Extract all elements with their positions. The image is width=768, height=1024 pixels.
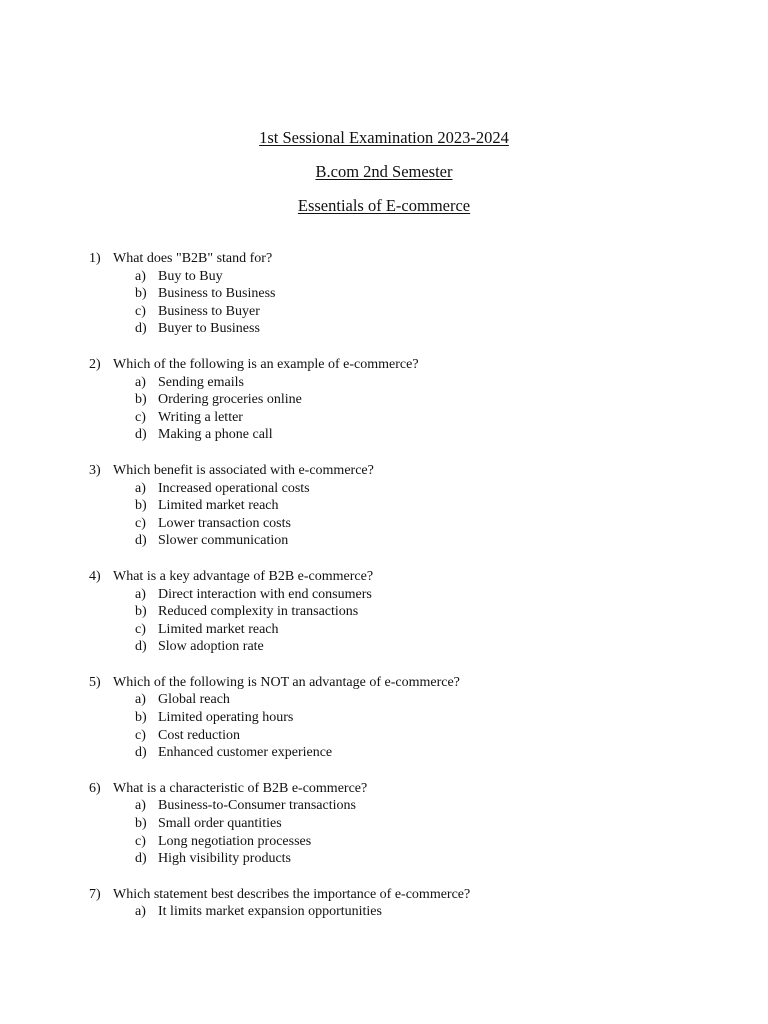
option-item	[135, 586, 729, 604]
option-item	[135, 426, 729, 444]
option-item	[135, 285, 729, 303]
question-text: Which statement best describes the importance of e-commerce?	[113, 886, 471, 902]
option-letter: a)	[135, 268, 146, 284]
option-letter: b)	[135, 816, 147, 832]
question-text: Which benefit is associated with e-commerce?	[113, 462, 374, 478]
option-letter: c)	[135, 833, 146, 849]
option-letter: a)	[135, 798, 146, 814]
option-item	[135, 391, 729, 409]
option-letter: b)	[135, 498, 147, 514]
question-6	[89, 780, 729, 868]
option-item	[135, 815, 729, 833]
option-item	[135, 744, 729, 762]
question-text: What does "B2B" stand for?	[113, 251, 273, 266]
question-stem	[89, 250, 729, 268]
question-number: 6)	[89, 780, 101, 796]
option-text: Enhanced customer experience	[158, 745, 333, 761]
option-item	[135, 374, 729, 392]
option-item	[135, 515, 729, 533]
option-letter: a)	[135, 374, 146, 390]
option-text: Buyer to Business	[158, 321, 260, 337]
option-text: Slow adoption rate	[158, 639, 264, 655]
option-text: Limited market reach	[158, 498, 279, 514]
question-stem	[89, 356, 729, 374]
option-item	[135, 833, 729, 851]
option-text: High visibility products	[158, 851, 291, 867]
option-text: Limited market reach	[158, 621, 279, 637]
option-text: It limits market expansion opportunities	[158, 904, 382, 920]
option-item	[135, 638, 729, 656]
option-text: Business to Business	[158, 286, 276, 302]
question-stem	[89, 568, 729, 586]
option-letter: d)	[135, 639, 147, 655]
option-item	[135, 497, 729, 515]
option-item	[135, 480, 729, 498]
option-item	[135, 409, 729, 427]
exam-header	[0, 125, 768, 227]
option-letter: d)	[135, 851, 147, 867]
option-list	[135, 691, 729, 761]
option-item	[135, 621, 729, 639]
option-item	[135, 603, 729, 621]
option-letter: b)	[135, 710, 147, 726]
option-text: Long negotiation processes	[158, 833, 312, 849]
question-3	[89, 462, 729, 550]
option-letter: d)	[135, 745, 147, 761]
question-1	[89, 250, 729, 338]
option-letter: a)	[135, 904, 146, 920]
option-letter: c)	[135, 727, 146, 743]
option-text: Buy to Buy	[158, 268, 223, 284]
option-letter: a)	[135, 586, 146, 602]
exam-title: 1st Sessional Examination 2023-2024	[259, 128, 509, 147]
option-text: Business to Buyer	[158, 303, 260, 319]
option-letter: c)	[135, 303, 146, 319]
question-text: Which of the following is NOT an advantage of e-commerce?	[113, 674, 460, 690]
option-list	[135, 903, 729, 921]
question-number: 1)	[89, 251, 101, 266]
option-list	[135, 480, 729, 550]
option-list	[135, 268, 729, 338]
option-text: Global reach	[158, 692, 230, 708]
option-item	[135, 797, 729, 815]
option-letter: b)	[135, 392, 147, 408]
option-item	[135, 320, 729, 338]
question-number: 3)	[89, 462, 101, 478]
option-text: Slower communication	[158, 533, 289, 549]
option-text: Limited operating hours	[158, 710, 294, 726]
question-stem	[89, 886, 729, 904]
option-text: Writing a letter	[158, 409, 243, 425]
option-text: Direct interaction with end consumers	[158, 586, 372, 602]
option-item	[135, 709, 729, 727]
question-number: 5)	[89, 674, 101, 690]
option-item	[135, 303, 729, 321]
option-item	[135, 903, 729, 921]
question-stem	[89, 780, 729, 798]
option-letter: d)	[135, 321, 147, 337]
option-item	[135, 850, 729, 868]
option-letter: c)	[135, 621, 146, 637]
question-4	[89, 568, 729, 656]
option-letter: d)	[135, 533, 147, 549]
question-text: What is a key advantage of B2B e-commerce?	[113, 568, 374, 584]
question-2	[89, 356, 729, 444]
option-item	[135, 691, 729, 709]
option-letter: b)	[135, 604, 147, 620]
option-text: Lower transaction costs	[158, 515, 291, 531]
option-text: Increased operational costs	[158, 480, 310, 496]
option-text: Sending emails	[158, 374, 244, 390]
question-stem	[89, 462, 729, 480]
option-item	[135, 727, 729, 745]
option-item	[135, 268, 729, 286]
option-list	[135, 586, 729, 656]
option-list	[135, 374, 729, 444]
question-7	[89, 886, 729, 921]
option-list	[135, 797, 729, 867]
option-letter: d)	[135, 427, 147, 443]
option-item	[135, 532, 729, 550]
subject-title: Essentials of E-commerce	[297, 196, 471, 215]
question-text: What is a characteristic of B2B e-commerce?	[113, 780, 368, 796]
option-text: Small order quantities	[158, 816, 282, 832]
option-letter: c)	[135, 515, 146, 531]
option-letter: b)	[135, 286, 147, 302]
question-5	[89, 674, 729, 762]
question-stem	[89, 674, 729, 692]
option-letter: c)	[135, 409, 146, 425]
option-text: Reduced complexity in transactions	[158, 604, 359, 620]
option-letter: a)	[135, 480, 146, 496]
question-number: 4)	[89, 568, 101, 584]
question-list	[89, 250, 729, 939]
course-title: B.com 2nd Semester	[315, 162, 453, 181]
option-text: Ordering groceries online	[158, 392, 302, 408]
question-text: Which of the following is an example of e-commerce?	[113, 356, 419, 372]
option-text: Making a phone call	[158, 427, 273, 443]
question-number: 7)	[89, 886, 101, 902]
option-text: Business-to-Consumer transactions	[158, 798, 356, 814]
option-text: Cost reduction	[158, 727, 241, 743]
option-letter: a)	[135, 692, 146, 708]
question-number: 2)	[89, 356, 101, 372]
